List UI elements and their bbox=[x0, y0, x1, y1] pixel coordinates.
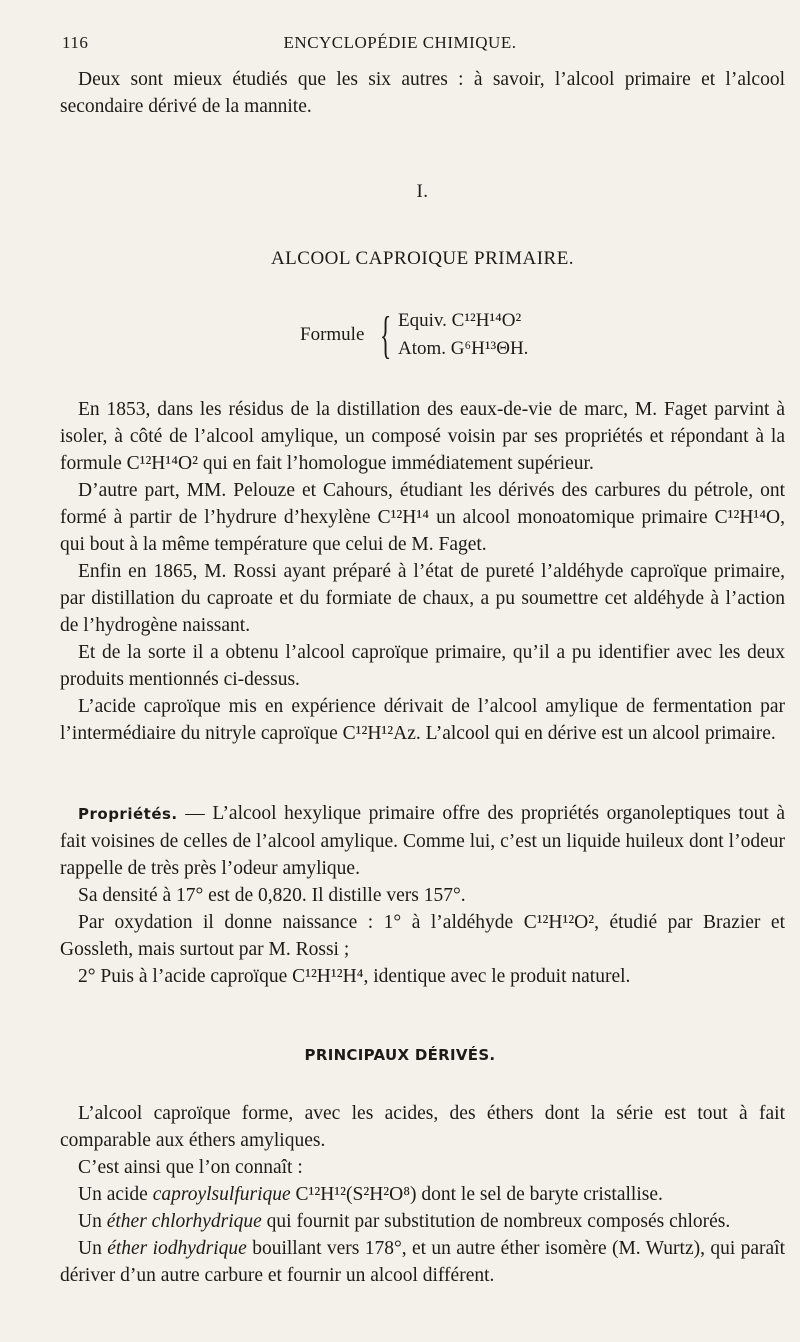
paragraph: En 1853, dans les résidus de la distillation des eaux-de-vie de marc, M. Faget parvint à isoler, à côté de l’alcool amylique, un composé voisin par ses propriétés et répondant à la formule C¹²H¹⁴O² qui en fait l’homologue immédiatement supérieur. bbox=[60, 399, 785, 474]
text: Un bbox=[78, 1238, 108, 1259]
properties-text: — L’alcool hexylique primaire offre des propriétés organoleptiques tout à fait voisines de celles de l’alcool amylique. Comme lui, c’est un liquide huileux dont l’odeur rappelle de très près l’odeur amylique. bbox=[60, 803, 785, 879]
paragraph: D’autre part, MM. Pelouze et Cahours, étudiant les dérivés des carbures du pétrole, ont formé à partir de l’hydrure d’hexylène C¹²H¹⁴ un alcool monoatomique primaire C¹²H¹⁴O, qui bout à la même température que celui de M. Faget. bbox=[60, 480, 785, 555]
running-head bbox=[0, 33, 800, 57]
paragraph: Enfin en 1865, M. Rossi ayant préparé à l’état de pureté l’aldéhyde caproïque primaire, par distillation du caproate et du formiate de chaux, a pu soumettre cet aldéhyde à l’action de l’hydrogène naissant. bbox=[60, 561, 785, 636]
text: Un bbox=[78, 1211, 107, 1232]
properties-paragraph bbox=[60, 800, 785, 882]
density-paragraph: Sa densité à 17° est de 0,820. Il distille vers 157°. bbox=[78, 885, 466, 906]
body-paragraphs bbox=[60, 396, 785, 747]
properties-label: Propriétés. bbox=[78, 805, 178, 823]
derivatives-paragraph: C’est ainsi que l’on connaît : bbox=[78, 1157, 303, 1178]
italic-term: éther chlorhydrique bbox=[106, 1211, 262, 1232]
intro-paragraph bbox=[60, 66, 785, 120]
intro-text: Deux sont mieux étudiés que les six autres : à savoir, l’alcool primaire et l’alcool secondaire dérivé de la mannite. bbox=[60, 69, 785, 117]
oxidation-paragraph: Par oxydation il donne naissance : 1° à l’aldéhyde C¹²H¹²O², étudié par Brazier et Gossleth, mais surtout par M. Rossi ; bbox=[60, 912, 785, 960]
running-title: ENCYCLOPÉDIE CHIMIQUE. bbox=[283, 33, 517, 52]
paragraph: L’acide caproïque mis en expérience dérivait de l’alcool amylique de fermentation par l’intermédiaire du nitryle caproïque C¹²H¹²Az. L’alcool qui en dérive est un alcool primaire. bbox=[60, 696, 785, 744]
brace-icon: { bbox=[380, 307, 392, 364]
italic-term: caproylsulfurique bbox=[152, 1184, 291, 1205]
derivatives-paragraph bbox=[60, 1235, 785, 1289]
section-title: ALCOOL CAPROIQUE PRIMAIRE. bbox=[270, 248, 575, 269]
text: qui fournit par substitution de nombreux composés chlorés. bbox=[261, 1211, 731, 1232]
formula-equiv: Equiv. C¹²H¹⁴O² bbox=[398, 310, 522, 331]
section-number: I. bbox=[416, 181, 429, 202]
formula-label: Formule bbox=[300, 324, 365, 345]
text: C¹²H¹²(S²H²O⁸) dont le sel de baryte cristallise. bbox=[290, 1184, 663, 1205]
properties-section bbox=[60, 800, 785, 990]
paragraph: Et de la sorte il a obtenu l’alcool caproïque primaire, qu’il a pu identifier avec les deux produits mentionnés ci-dessus. bbox=[60, 642, 785, 690]
text: Un acide bbox=[78, 1184, 153, 1205]
derivatives-heading: PRINCIPAUX DÉRIVÉS. bbox=[304, 1046, 496, 1064]
oxidation-paragraph: 2° Puis à l’acide caproïque C¹²H¹²H⁴, identique avec le produit naturel. bbox=[78, 966, 631, 987]
italic-term: éther iodhydrique bbox=[107, 1238, 247, 1259]
derivatives-paragraph: L’alcool caproïque forme, avec les acides, des éthers dont la série est tout à fait comparable aux éthers amyliques. bbox=[60, 1103, 785, 1151]
derivatives-paragraph bbox=[60, 1208, 785, 1235]
derivatives-paragraph bbox=[60, 1181, 785, 1208]
derivatives-section bbox=[60, 1100, 785, 1289]
page-number: 116 bbox=[62, 33, 89, 52]
text: bouillant vers 178°, et un autre éther isomère (M. Wurtz), qui paraît dériver d’un autre carbure et fournir un alcool différent. bbox=[60, 1238, 785, 1286]
formula-atom: Atom. G⁶H¹³ΘH. bbox=[398, 338, 529, 359]
